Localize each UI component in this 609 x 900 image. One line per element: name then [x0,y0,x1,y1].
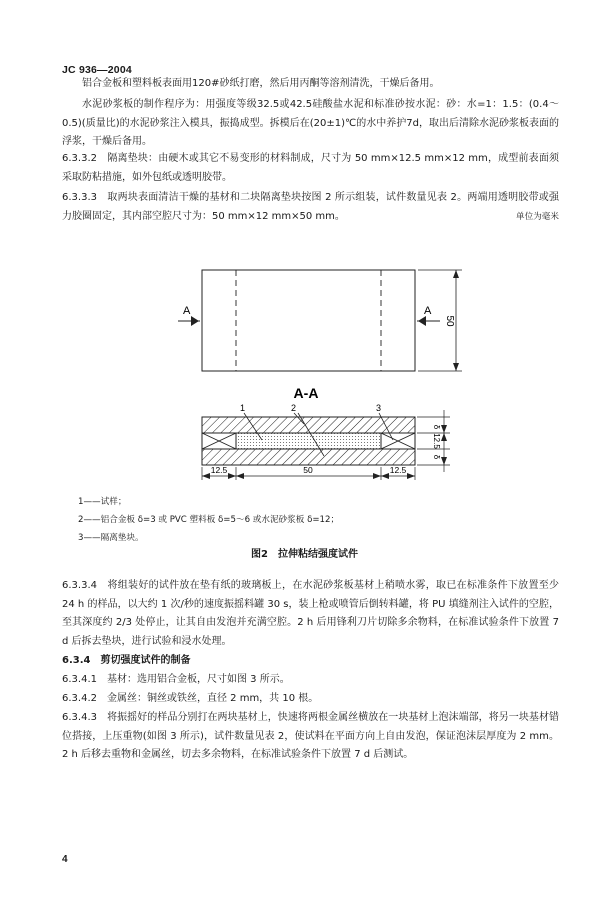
section-arrow-left [191,316,199,326]
legend-item-1: 1——试样； [78,497,127,507]
bot-arrow-2 [228,473,236,479]
dim-delta-bottom: δ [432,454,441,460]
paragraph-6-3-3-3: 6.3.3.3 取两块表面清洁干燥的基材和二块隔离垫块按图 2 所示组装，试件数量见表 2。两端用透明胶带或强力胶圈固定，其内部空腔尺寸为：50 mm×12 mm×50 mm。 [62,192,559,222]
dim-bottom-left: 12.5 [210,465,228,475]
callout-2: 2 [291,403,297,413]
dim-arrow-up [453,270,459,278]
standard-code-header: JC 936—2004 [62,64,132,76]
bot-arrow-1 [202,473,210,479]
section-arrow-right [418,316,426,326]
unit-note: 单位为毫米 [516,212,559,222]
section-label-left: A [183,305,191,317]
section-bottom-plate [202,449,415,465]
callout-1: 1 [240,403,246,413]
dim-bottom-mid: 50 [303,465,313,475]
section-specimen [236,433,381,449]
paragraph-6-3-4-1: 6.3.4.1 基材：选用铝合金板，尺寸如图 3 所示。 [62,674,290,685]
dim-arrow-down [453,363,459,371]
bot-arrow-3 [236,473,244,479]
paragraph-6-3-4-2: 6.3.4.2 金属丝：铜丝或铁丝，直径 2 mm，共 10 根。 [62,693,319,704]
bot-arrow-5 [381,473,389,479]
legend-item-3: 3——隔离垫块。 [78,533,144,543]
paragraph-6-3-3-2: 6.3.3.2 隔离垫块：由硬木或其它不易变形的材料制成，尺寸为 50 mm×12.5 mm×12 mm，成型前表面须采取防粘措施，如外包纸或透明胶带。 [62,153,559,183]
paragraph-6-3-3-4: 6.3.3.4 将组装好的试件放在垫有纸的玻璃板上，在水泥砂浆板基材上稍喷水雾，取已在标准条件下放置至少 24 h 的样品，以大约 1 次/秒的速度振摇料罐 30 s，装上枪或喷管后倒转料罐，将 PU 填缝剂注入试件的空腔，至其深度约 2/3 处停止，让其自由发泡并充满空腔。2 h 后用锋利刀片切除多余物料，在标准试验条件下放置 7 d 后拆去垫块，进行试验和浸水处理。 [62,580,559,647]
legend-item-2: 2——铝合金板 δ=3 或 PVC 塑料板 δ=5～6 或水泥砂浆板 δ=12； [78,515,340,525]
paragraph-6-3-4-3: 6.3.4.3 将振摇好的样品分别打在两块基材上，快速将两根金属丝横放在一块基材上泡沫端部，将另一块基材错位搭接，上压重物(如图 3 所示)，试件数量见表 2，使试料在平面方向上自由发泡，保证泡沫层厚度为 2 mm。2 h 后移去重物和金属丝，切去多余物料，在标准试验条件下放置 7 d 后测试。 [62,712,559,761]
dim-height-label: 50 [444,315,455,327]
section-label-right: A [424,305,432,317]
bot-arrow-6 [407,473,415,479]
bot-arrow-4 [373,473,381,479]
paragraph-surface-prep: 铝合金板和塑料板表面用120#砂纸打磨，然后用丙酮等溶剂清洗，干燥后备用。 [82,78,440,89]
figure-caption: 图2 拉伸粘结强度试件 [251,549,358,560]
paragraph-mortar-board: 水泥砂浆板的制作程序为：用强度等级32.5或42.5硅酸盐水泥和标准砂按水泥：砂：水=1：1.5：(0.4～0.5)(质量比)的水泥砂浆注入模具，振捣成型。拆模后在(20±1)℃的水中养护7d，取出后清除水泥砂浆板表面的浮浆，干燥后备用。 [62,99,559,148]
callout-3: 3 [376,403,382,413]
top-view-rect [202,270,415,371]
section-title: A-A [293,385,319,401]
dim-12-5-vertical: 12.5 [432,433,441,449]
dim-bottom-right: 12.5 [389,465,407,475]
dim-delta-top: δ [432,424,441,430]
page-number: 4 [62,854,68,865]
section-heading-6-3-4: 6.3.4 剪切强度试件的制备 [62,655,191,666]
